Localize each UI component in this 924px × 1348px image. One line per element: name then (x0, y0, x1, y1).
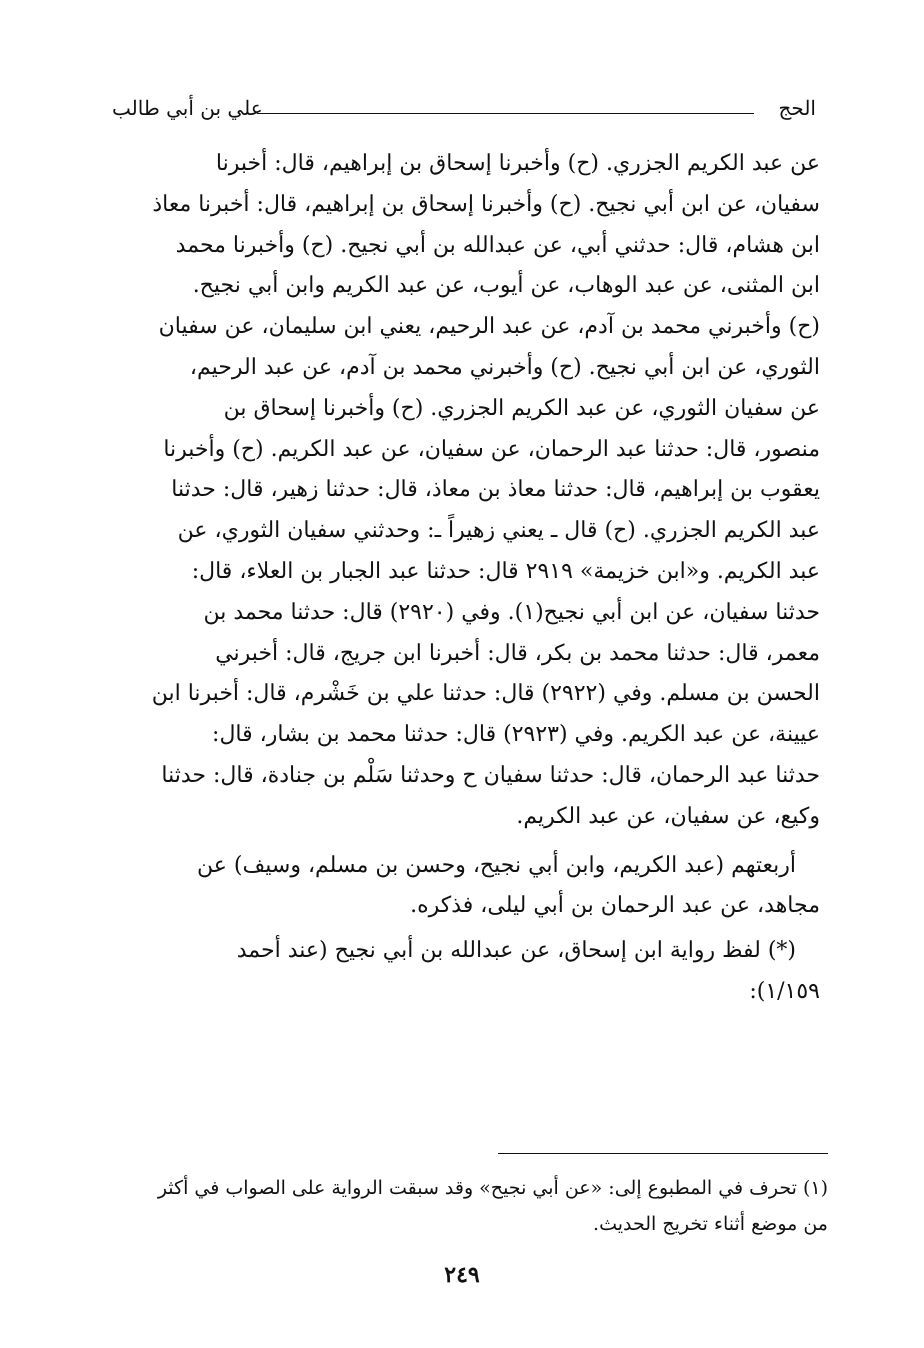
footnote-line: من موضع أثناء تخريج الحديث. (593, 1213, 828, 1235)
body-line: عن سفيان الثوري، عن عبد الكريم الجزري. (ح) وأخبرنا إسحاق بن (223, 395, 820, 421)
page-number: ٢٤٩ (444, 1262, 480, 1288)
body-line: معمر، قال: حدثنا محمد بن بكر، قال: أخبرنا ابن جريج، قال: أخبرني (215, 640, 820, 666)
body-line: حدثنا سفيان، عن ابن أبي نجيح(١). وفي (٢٩٢٠) قال: حدثنا محمد بن (203, 599, 820, 625)
note-line: (*) لفظ رواية ابن إسحاق، عن عبدالله بن أبي نجيح (عند أحمد (236, 938, 796, 964)
body-line: ابن هشام، قال: حدثني أبي، عن عبدالله بن أبي نجيح. (ح) وأخبرنا محمد (175, 232, 820, 258)
summary-line: مجاهد، عن عبد الرحمان بن أبي ليلى، فذكره. (410, 893, 820, 919)
body-line: سفيان، عن ابن أبي نجيح. (ح) وأخبرنا إسحاق بن إبراهيم، قال: أخبرنا معاذ (152, 191, 820, 217)
chapter-title: الحج (778, 96, 816, 120)
body-line: الحسن بن مسلم. وفي (٢٩٢٢) قال: حدثنا علي بن خَشْرم، قال: أخبرنا ابن (151, 681, 820, 707)
footnote-line: (١) تحرف في المطبوع إلى: «عن أبي نجيح» وقد سبقت الرواية على الصواب في أكثر (157, 1177, 828, 1199)
body-line: عن عبد الكريم الجزري. (ح) وأخبرنا إسحاق بن إبراهيم، قال: أخبرنا (215, 151, 820, 176)
header-rule (257, 113, 754, 114)
body-line: يعقوب بن إبراهيم، قال: حدثنا معاذ بن معاذ، قال: حدثنا زهير، قال: حدثنا (171, 477, 820, 503)
body-line: (ح) وأخبرني محمد بن آدم، عن عبد الرحيم، يعني ابن سليمان، عن سفيان (158, 314, 820, 340)
body-line: ابن المثنى، عن عبد الوهاب، عن أيوب، عن عبد الكريم وابن أبي نجيح. (192, 273, 820, 299)
body-line: الثوري، عن ابن أبي نجيح. (ح) وأخبرني محمد بن آدم، عن عبد الرحيم، (189, 354, 820, 380)
running-title: علي بن أبي طالب (112, 96, 263, 120)
footnote-separator (498, 1153, 828, 1154)
running-header (112, 96, 816, 126)
note-line: ١/١٥٩): (749, 978, 820, 1004)
body-line: وكيع، عن سفيان، عن عبد الكريم. (516, 803, 820, 829)
body-line: حدثنا عبد الرحمان، قال: حدثنا سفيان ح وحدثنا سَلْم بن جنادة، قال: حدثنا (161, 762, 820, 788)
body-line: عبد الكريم. و«ابن خزيمة» ٢٩١٩ قال: حدثنا عبد الجبار بن العلاء، قال: (191, 558, 820, 584)
body-line: منصور، قال: حدثنا عبد الرحمان، عن سفيان، عن عبد الكريم. (ح) وأخبرنا (163, 436, 820, 462)
main-text (112, 144, 820, 1013)
summary-line: أربعتهم (عبد الكريم، وابن أبي نجيح، وحسن بن مسلم، وسيف) عن (197, 852, 796, 878)
footnotes (104, 1170, 828, 1242)
body-line: عبد الكريم الجزري. (ح) قال ـ يعني زهيراً ـ: وحدثني سفيان الثوري، عن (177, 518, 820, 544)
body-line: عيينة، عن عبد الكريم. وفي (٢٩٢٣) قال: حدثنا محمد بن بشار، قال: (212, 722, 820, 748)
